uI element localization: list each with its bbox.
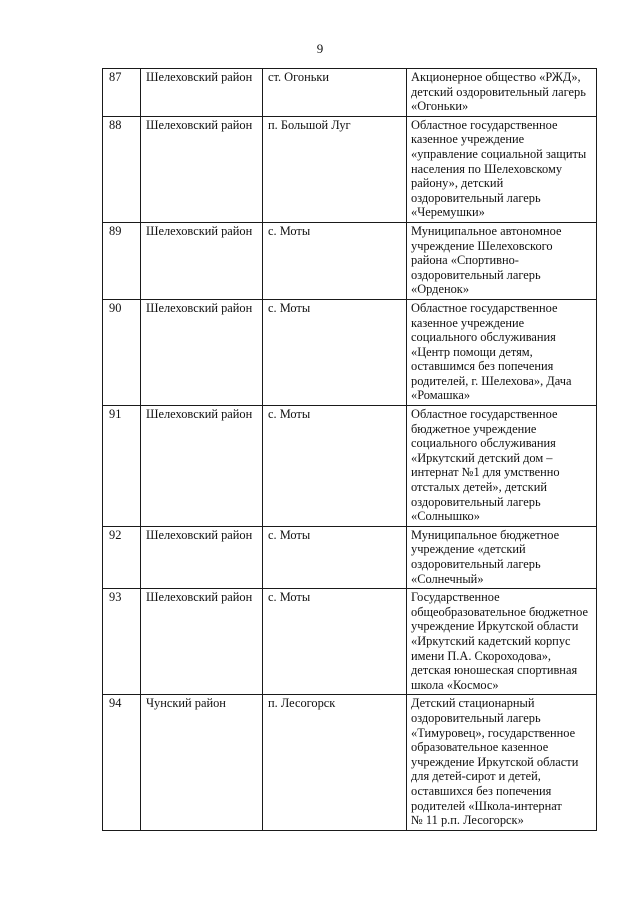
table-row xyxy=(103,222,597,299)
camps-table-body xyxy=(103,69,597,831)
institution-line: оздоровительный лагерь xyxy=(411,267,541,282)
district-cell: Шелеховский район xyxy=(141,589,263,695)
institution-line: Государственное xyxy=(411,590,500,605)
row-number: 94 xyxy=(103,695,141,830)
locality-cell: с. Моты xyxy=(263,299,407,405)
institution-line: казенное учреждение xyxy=(411,315,525,330)
institution-line: «Огоньки» xyxy=(411,99,469,114)
table-row xyxy=(103,69,597,117)
institution-cell xyxy=(407,589,597,695)
institution-line: «управление социальной защиты xyxy=(411,146,587,161)
institution-cell xyxy=(407,406,597,527)
row-number: 93 xyxy=(103,589,141,695)
locality-cell: с. Моты xyxy=(263,406,407,527)
institution-line: учреждение «детский xyxy=(411,542,526,557)
institution-line: «Тимуровец», государственное xyxy=(411,725,576,740)
institution-line: детская юношеская спортивная xyxy=(411,663,578,678)
row-number: 90 xyxy=(103,299,141,405)
district-cell: Шелеховский район xyxy=(141,116,263,222)
institution-line: образовательное казенное xyxy=(411,740,549,755)
institution-line: общеобразовательное бюджетное xyxy=(411,604,588,619)
table-row xyxy=(103,526,597,588)
institution-line: учреждение Иркутской области xyxy=(411,619,579,634)
institution-line: оставшихся без попечения xyxy=(411,783,552,798)
table-row xyxy=(103,589,597,695)
table-row xyxy=(103,116,597,222)
table-row xyxy=(103,406,597,527)
institution-line: Акционерное общество «РЖД», xyxy=(411,70,581,84)
institution-line: социального обслуживания xyxy=(411,330,556,345)
institution-line: «Ромашка» xyxy=(411,388,471,403)
district-cell: Шелеховский район xyxy=(141,526,263,588)
institution-line: оздоровительный лагерь xyxy=(411,710,541,725)
row-number: 92 xyxy=(103,526,141,588)
institution-line: бюджетное учреждение xyxy=(411,421,537,436)
institution-line: отсталых детей», детский xyxy=(411,480,547,495)
institution-line: школа «Космос» xyxy=(411,677,499,692)
institution-line: «Орденок» xyxy=(411,282,470,297)
camps-table xyxy=(102,68,597,831)
locality-cell: с. Моты xyxy=(263,222,407,299)
institution-line: района «Спортивно- xyxy=(411,253,519,268)
institution-line: учреждение Шелеховского xyxy=(411,238,553,253)
district-cell: Шелеховский район xyxy=(141,406,263,527)
locality-cell: с. Моты xyxy=(263,589,407,695)
locality-cell: ст. Огоньки xyxy=(263,69,407,117)
locality-cell: с. Моты xyxy=(263,526,407,588)
institution-line: Областное государственное xyxy=(411,407,558,422)
locality-cell: п. Лесогорск xyxy=(263,695,407,830)
institution-cell xyxy=(407,299,597,405)
institution-line: Муниципальное бюджетное xyxy=(411,527,560,542)
institution-line: оздоровительный лагерь xyxy=(411,557,541,571)
institution-line: «Черемушки» xyxy=(411,205,485,220)
institution-cell xyxy=(407,222,597,299)
institution-line: Детский стационарный xyxy=(411,696,535,711)
institution-line: «Солнышко» xyxy=(411,509,480,524)
district-cell: Шелеховский район xyxy=(141,222,263,299)
institution-cell xyxy=(407,69,597,117)
institution-line: родителей «Школа-интернат xyxy=(411,798,562,813)
institution-line: району», детский xyxy=(411,176,504,191)
institution-line: для детей-сирот и детей, xyxy=(411,769,541,784)
institution-line: № 11 р.п. Лесогорск» xyxy=(411,813,524,828)
institution-line: «Солнечный» xyxy=(411,571,484,586)
institution-line: Областное государственное xyxy=(411,300,558,315)
institution-line: оздоровительный лагерь xyxy=(411,190,541,205)
institution-cell xyxy=(407,695,597,830)
institution-line: имени П.А. Скороходова», xyxy=(411,648,551,663)
institution-cell xyxy=(407,526,597,588)
row-number: 87 xyxy=(103,69,141,117)
district-cell: Чунский район xyxy=(141,695,263,830)
institution-line: «Иркутский кадетский корпус xyxy=(411,633,571,648)
institution-line: населения по Шелеховскому xyxy=(411,161,563,176)
table-row xyxy=(103,695,597,830)
institution-line: детский оздоровительный лагерь xyxy=(411,84,586,99)
institution-line: «Иркутский детский дом – xyxy=(411,450,553,465)
institution-line: родителей, г. Шелехова», Дача xyxy=(411,373,572,388)
institution-cell xyxy=(407,116,597,222)
table-row xyxy=(103,299,597,405)
institution-line: Областное государственное xyxy=(411,117,558,132)
row-number: 91 xyxy=(103,406,141,527)
institution-line: «Центр помощи детям, xyxy=(411,344,533,359)
page-number: 9 xyxy=(316,41,324,56)
institution-line: учреждение Иркутской области xyxy=(411,754,579,769)
district-cell: Шелеховский район xyxy=(141,69,263,117)
row-number: 88 xyxy=(103,116,141,222)
institution-line: оставшимся без попечения xyxy=(411,359,554,374)
institution-line: интернат №1 для умственно xyxy=(411,465,560,480)
institution-line: Муниципальное автономное xyxy=(411,223,562,238)
institution-line: оздоровительный лагерь xyxy=(411,494,541,509)
institution-line: социального обслуживания xyxy=(411,436,556,451)
district-cell: Шелеховский район xyxy=(141,299,263,405)
institution-line: казенное учреждение xyxy=(411,132,525,147)
locality-cell: п. Большой Луг xyxy=(263,116,407,222)
row-number: 89 xyxy=(103,222,141,299)
